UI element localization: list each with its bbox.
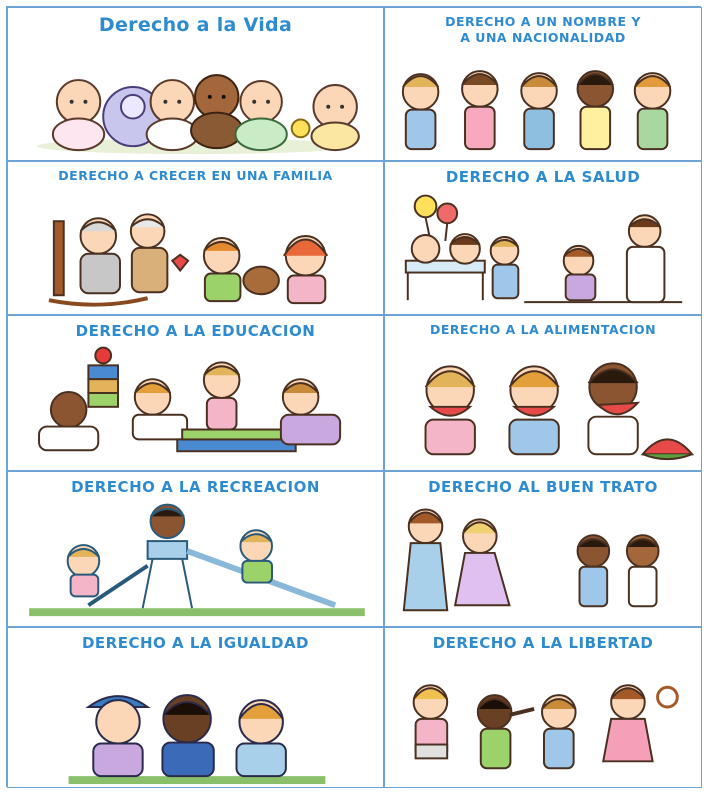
card-title: Derecho a la Vida	[98, 14, 293, 36]
caring-children-illustration	[385, 472, 701, 626]
card-derecho-vida	[7, 7, 384, 161]
card-title: DERECHO A LA LIBERTAD	[432, 634, 654, 652]
card-derecho-igualdad	[7, 627, 384, 788]
card-derecho-educacion	[7, 315, 384, 471]
babies-illustration	[8, 8, 383, 160]
card-derecho-salud	[384, 161, 702, 315]
card-derecho-nombre	[384, 7, 702, 161]
children-row-illustration	[385, 8, 701, 160]
card-title: DERECHO A LA RECREACION	[71, 478, 320, 496]
card-derecho-familia	[7, 161, 384, 315]
card-title: DERECHO AL BUEN TRATO	[428, 478, 658, 496]
card-title: DERECHO A UN NOMBRE Y A UNA NACIONALIDAD	[445, 14, 641, 45]
card-title: DERECHO A LA ALIMENTACION	[429, 322, 657, 337]
card-title: DERECHO A LA EDUCACION	[75, 322, 316, 340]
diverse-children-illustration	[8, 628, 383, 787]
card-title: DERECHO A LA IGUALDAD	[81, 634, 310, 652]
card-derecho-libertad	[384, 627, 702, 788]
music-band-illustration	[385, 628, 701, 787]
family-illustration	[8, 162, 383, 314]
reading-children-illustration	[8, 316, 383, 470]
doctor-illustration	[385, 162, 701, 314]
playground-slide-illustration	[8, 472, 383, 626]
card-title: DERECHO A LA SALUD	[445, 168, 641, 186]
card-derecho-recreacion	[7, 471, 384, 627]
card-derecho-alimentacion	[384, 315, 702, 471]
card-title: DERECHO A CRECER EN UNA FAMILIA	[58, 168, 333, 183]
eating-watermelon-illustration	[385, 316, 701, 470]
rights-poster-grid	[6, 6, 701, 787]
card-derecho-buen-trato	[384, 471, 702, 627]
